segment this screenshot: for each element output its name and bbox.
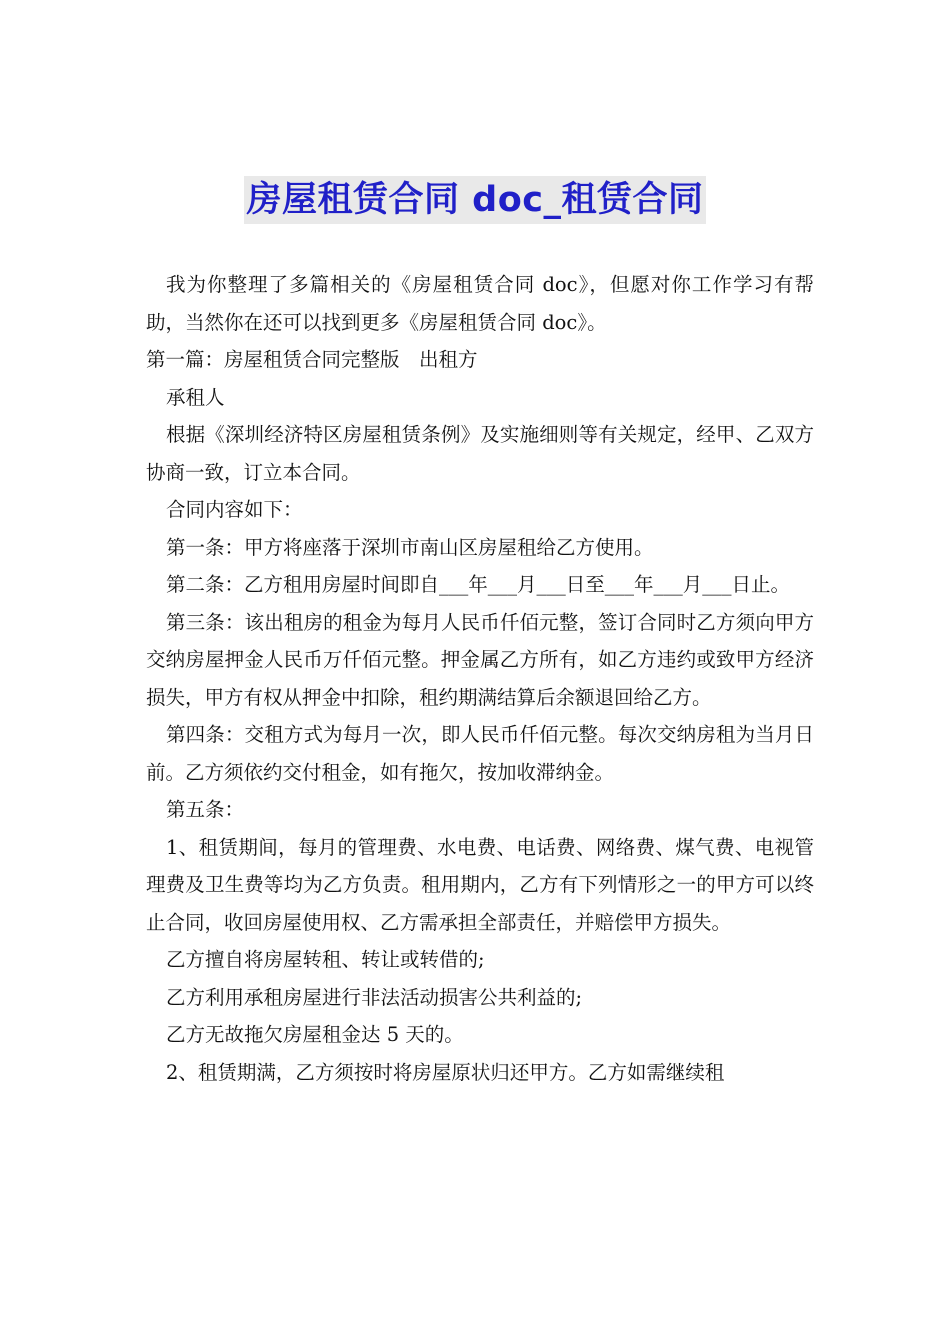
section-heading: 第一篇：房屋租赁合同完整版 出租方 [146,348,478,371]
article-5-item-1: 1、租赁期间，每月的管理费、水电费、电话费、网络费、煤气费、电视管理费及卫生费等均为乙方负责。租用期内，乙方有下列情形之一的甲方可以终止合同，收回房屋使用权、乙方需承担全部责任，并赔偿甲方损失。 [146,835,814,934]
article-5-item-2: 2、租赁期满，乙方须按时将房屋原状归还甲方。乙方如需继续租 [166,1060,725,1084]
document-body [146,266,814,1091]
tenant-label: 承租人 [166,385,225,409]
article-5-heading: 第五条： [166,798,245,821]
article-3: 第三条：该出租房的租金为每月人民币仟佰元整，签订合同时乙方须向甲方交纳房屋押金人民币万仟佰元整。押金属乙方所有，如乙方违约或致甲方经济损失，甲方有权从押金中扣除，租约期满结算后余额退回给乙方。 [146,610,814,709]
preamble-paragraph: 根据《深圳经济特区房屋租赁条例》及实施细则等有关规定，经甲、乙双方协商一致，订立本合同。 [146,423,814,484]
document-title: 房屋租赁合同 doc_租赁合同 [244,176,705,224]
article-4: 第四条：交租方式为每月一次，即人民币仟佰元整。每次交纳房租为当月日前。乙方须依约交付租金，如有拖欠，按加收滞纳金。 [146,723,814,784]
contents-label: 合同内容如下： [166,498,303,521]
termination-case-1: 乙方擅自将房屋转租、转让或转借的; [166,948,485,971]
termination-case-2: 乙方利用承租房屋进行非法活动损害公共利益的; [166,985,583,1009]
title-container [0,176,950,224]
termination-case-3: 乙方无故拖欠房屋租金达 5 天的。 [166,1023,464,1046]
article-1: 第一条：甲方将座落于深圳市南山区房屋租给乙方使用。 [166,535,654,559]
intro-paragraph: 我为你整理了多篇相关的《房屋租赁合同 doc》，但愿对你工作学习有帮助，当然你在还可以找到更多《房屋租赁合同 doc》。 [146,273,814,334]
article-2: 第二条：乙方租用房屋时间即自___年___月___日至___年___月___日止。 [166,573,791,596]
